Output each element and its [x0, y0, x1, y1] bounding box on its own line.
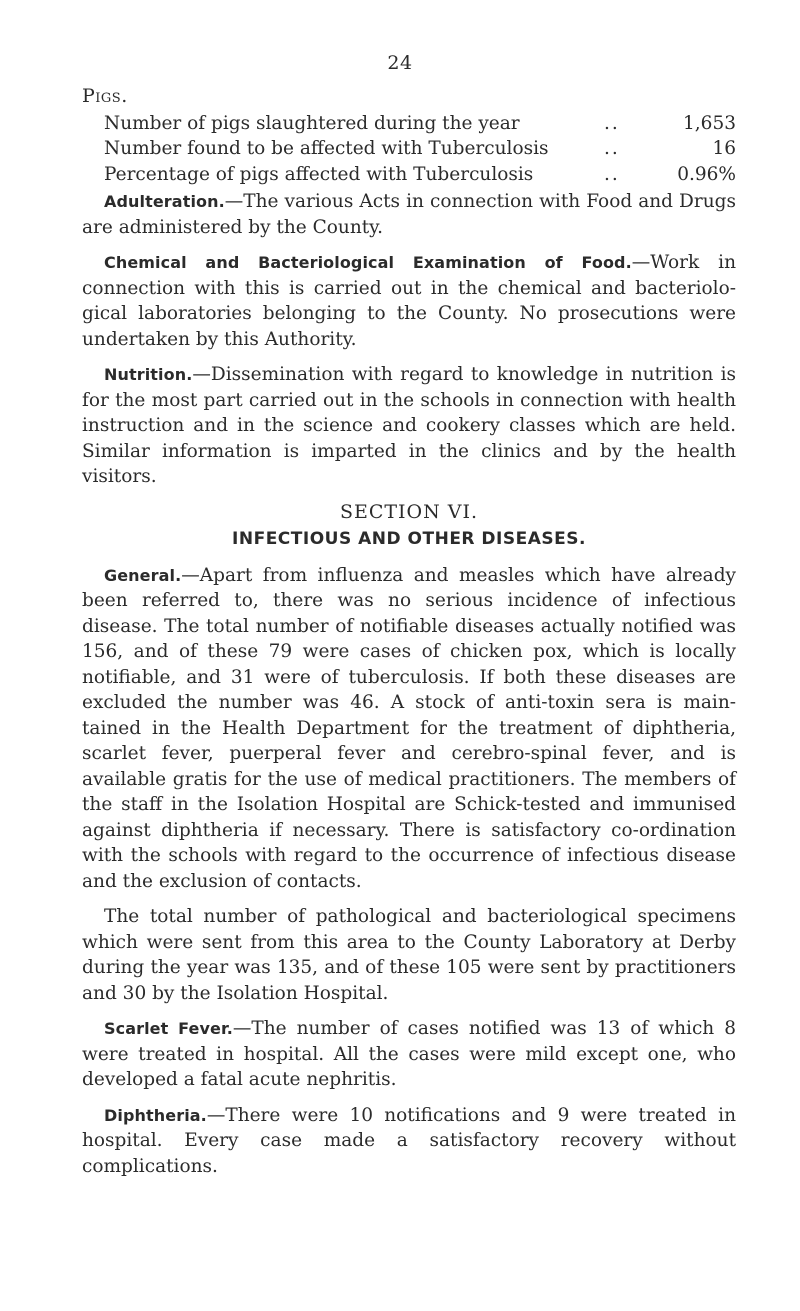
paragraph-text: —The various Acts in connection with Food and Drugs are administered by the County.	[82, 191, 736, 238]
pigs-statistics	[82, 111, 736, 188]
paragraph-heading: Chemical and Bacteriological Examination of Food.	[104, 253, 632, 272]
paragraph-text: —There were 10 notifications and 9 were treated in hospital. Every case made a satisfactory recovery without complications.	[82, 1104, 736, 1177]
paragraph-heading: Adulteration.	[104, 192, 225, 211]
stat-label: Number of pigs slaughtered during the year	[104, 112, 520, 134]
leader-dots: ..	[604, 163, 620, 185]
leader-dots: ..	[604, 112, 620, 134]
pigs-heading: Pigs.	[82, 85, 128, 107]
leader-dots: ..	[604, 138, 620, 159]
stat-row-tuberculosis	[82, 136, 736, 162]
paragraph-heading: Scarlet Fever.	[104, 1019, 233, 1038]
paragraph-text: The total number of pathological and bacteriological specimens which were sent from this area to the County Laboratory at Derby during the year was 135, and of these 105 were sent by practitioners and 30 by the Isolation Hospital.	[82, 906, 736, 1004]
page-content	[82, 84, 736, 1189]
paragraph-chemical-examination	[82, 250, 736, 352]
stat-label: Number found to be affected with Tuberculosis	[104, 138, 549, 159]
stat-label: Percentage of pigs affected with Tuberculosis	[104, 163, 534, 185]
paragraph-text: —Dissemination with regard to knowledge in nutrition is for the most part carried out in the schools in connection with health instruction and in the science and cookery classes which are held. Similar information is imparted in the clinics and by the health visitors.	[82, 364, 736, 487]
paragraph-heading: General.	[104, 565, 182, 585]
paragraph-text: —Apart from influenza and measles which have already been referred to, there was no serious incidence of infectious disease. The total number of notifiable diseases actually notified was 156, and of these 79 were cases of chicken pox, which is locally notifiable, and 31 were of tuberculosis. If both these diseases are excluded the number was 46. A stock of anti-toxin sera is main-tained in the Health Department for the treatment of diphtheria, scarlet fever, puerperal fever and cerebro-spinal fever, and is available gratis for the use of medical practitioners. The members of the staff in the Isolation Hospital are Schick-tested and immunised against diphtheria if necessary. There is satisfactory co-ordination with the schools with regard to the occurrence of infectious disease and the exclusion of contacts.	[82, 564, 736, 892]
paragraph-nutrition	[82, 362, 736, 490]
stat-value: 0.96%	[677, 163, 736, 185]
stat-value: 16	[712, 138, 736, 159]
paragraph-diphtheria	[82, 1103, 736, 1180]
paragraph-text: —Work in connection with this is carried out in the chemical and bacteriolo-gical laboratories belonging to the County. No prosecutions were undertaken by this Authority.	[82, 252, 736, 350]
section-title: SECTION VI.	[339, 500, 479, 523]
paragraph-specimens	[82, 904, 736, 1006]
paragraph-heading: Nutrition.	[104, 365, 193, 384]
paragraph-text: —The number of cases notified was 13 of which 8 were treated in hospital. All the cases were mild except one, who developed a fatal acute nephritis.	[82, 1018, 736, 1090]
paragraph-heading: Diphtheria.	[104, 1105, 207, 1125]
stat-row-percentage	[82, 162, 736, 188]
page-number: 24	[387, 52, 413, 74]
stat-row-slaughtered	[82, 111, 736, 137]
paragraph-general	[82, 563, 736, 895]
paragraph-scarlet-fever	[82, 1016, 736, 1093]
paragraph-adulteration	[82, 189, 736, 240]
stat-value: 1,653	[683, 112, 736, 134]
section-subtitle: INFECTIOUS AND OTHER DISEASES.	[232, 529, 586, 549]
